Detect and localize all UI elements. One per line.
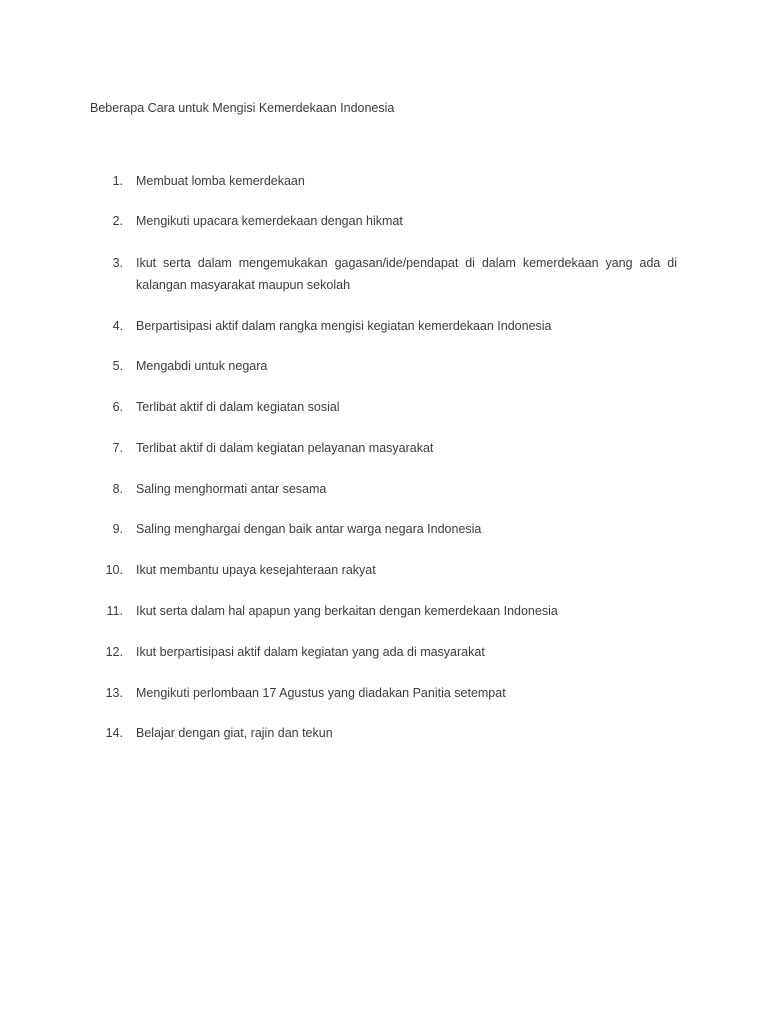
list-item-number: 14.	[105, 726, 123, 740]
list-item-number: 1.	[112, 174, 123, 188]
list-item-text: Terlibat aktif di dalam kegiatan pelayanan masyarakat	[136, 441, 434, 455]
list-item-number: 4.	[112, 319, 123, 333]
list-item-text: Mengikuti upacara kemerdekaan dengan hikmat	[136, 214, 403, 228]
list-item-text: Belajar dengan giat, rajin dan tekun	[136, 726, 333, 740]
list-item-number: 2.	[112, 214, 123, 228]
document-title: Beberapa Cara untuk Mengisi Kemerdekaan Indonesia	[90, 101, 395, 115]
list-item-number: 12.	[105, 645, 123, 659]
list-item-number: 11.	[106, 604, 123, 618]
list-item-text: Ikut serta dalam hal apapun yang berkaitan dengan kemerdekaan Indonesia	[136, 604, 558, 618]
list-item-text: Membuat lomba kemerdekaan	[136, 174, 305, 188]
list-item-number: 3.	[112, 256, 123, 270]
list-item-number: 8.	[112, 482, 123, 496]
list-item-number: 7.	[112, 441, 123, 455]
list-item-number: 5.	[112, 359, 123, 373]
list-item-number: 13.	[105, 686, 123, 700]
list-item-text: Berpartisipasi aktif dalam rangka mengisi kegiatan kemerdekaan Indonesia	[136, 319, 552, 333]
list-item-text: Ikut membantu upaya kesejahteraan rakyat	[136, 563, 376, 577]
list-item-text: Ikut serta dalam mengemukakan gagasan/ide/pendapat di dalam kemerdekaan yang ada di kalangan masyarakat maupun sekolah	[136, 256, 677, 292]
list-item-text: Ikut berpartisipasi aktif dalam kegiatan yang ada di masyarakat	[136, 645, 485, 659]
list-item-number: 10.	[105, 563, 123, 577]
list-item-text: Mengikuti perlombaan 17 Agustus yang diadakan Panitia setempat	[136, 686, 506, 700]
list-item-text: Mengabdi untuk negara	[136, 359, 268, 373]
list-item-text: Saling menghormati antar sesama	[136, 482, 327, 496]
list-item-number: 9.	[112, 522, 123, 536]
list-item-number: 6.	[112, 400, 123, 414]
list-item-text: Terlibat aktif di dalam kegiatan sosial	[136, 400, 340, 414]
list-item-text: Saling menghargai dengan baik antar warga negara Indonesia	[136, 522, 482, 536]
